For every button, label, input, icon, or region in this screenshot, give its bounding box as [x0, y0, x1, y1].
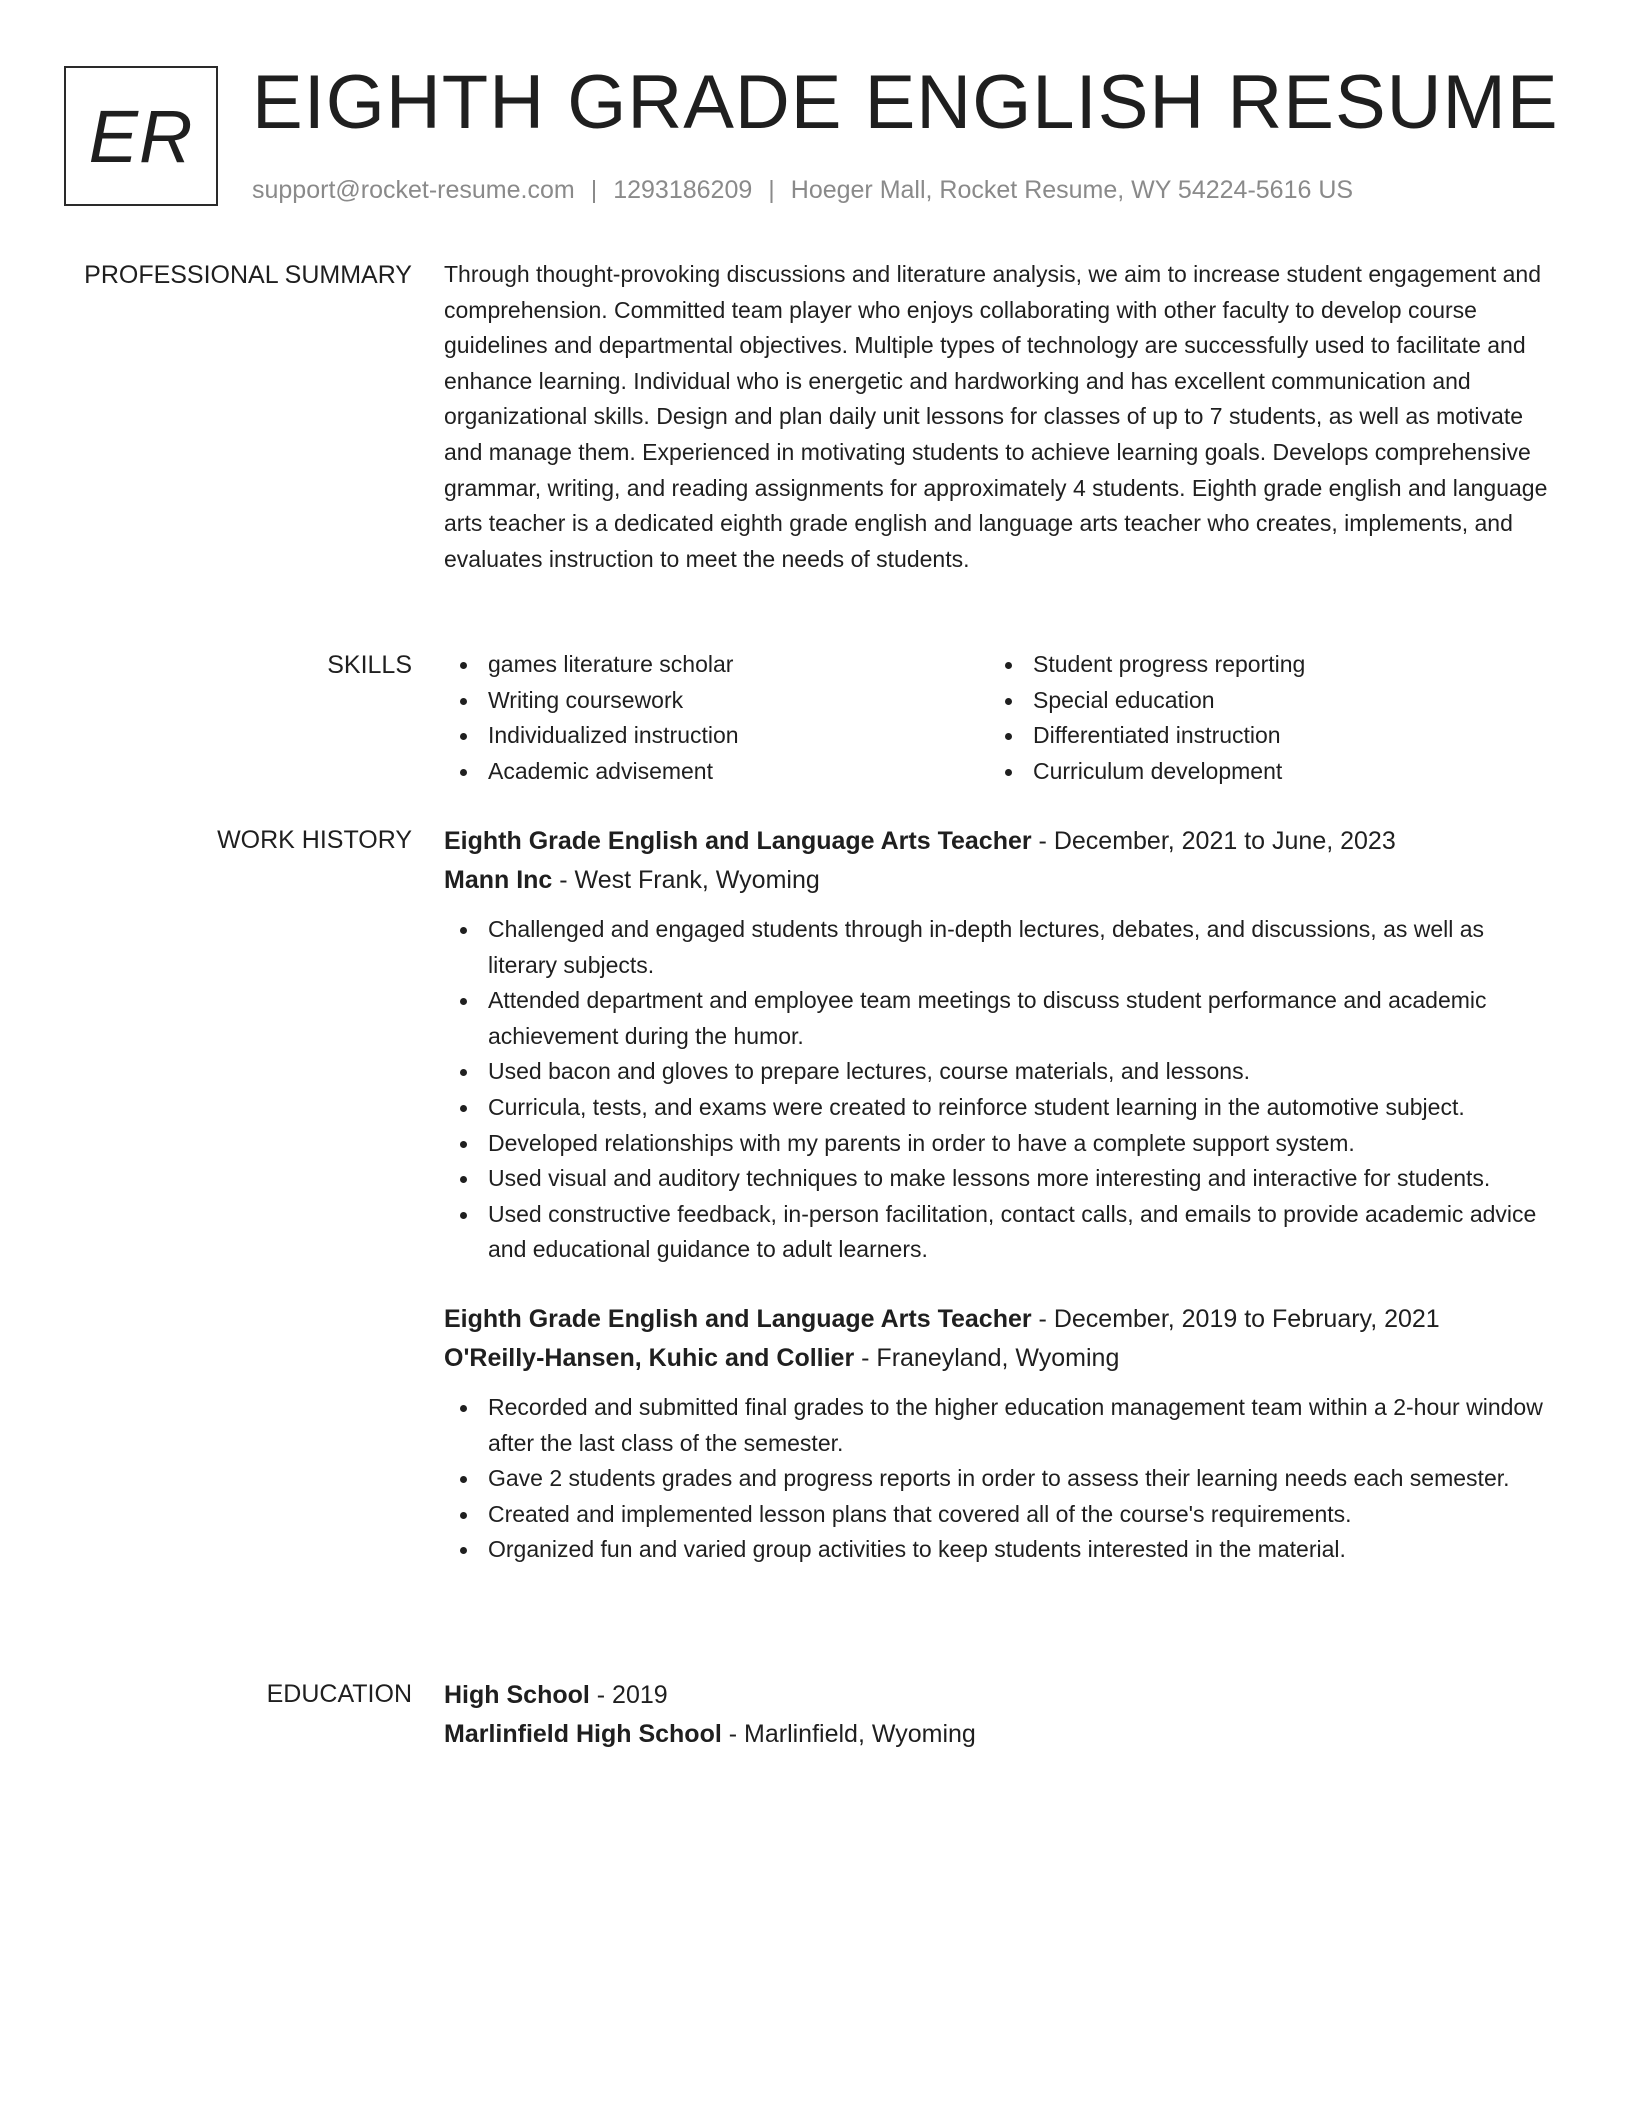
job-bullet: Created and implemented lesson plans that covered all of the course's requirements. — [444, 1497, 1554, 1533]
resume-title: EIGHTH GRADE ENGLISH RESUME — [252, 60, 1559, 145]
job-bullet: Developed relationships with my parents in order to have a complete support system. — [444, 1126, 1554, 1162]
skills-grid — [444, 647, 1554, 789]
summary-label: PROFESSIONAL SUMMARY — [84, 261, 412, 289]
job-title: Eighth Grade English and Language Arts Teacher — [444, 1304, 1032, 1333]
skill-item: Academic advisement — [444, 754, 989, 790]
education-body — [444, 1676, 1554, 1754]
job-bullet: Gave 2 students grades and progress reports in order to assess their learning needs each semester. — [444, 1461, 1554, 1497]
job-bullet: Attended department and employee team meetings to discuss student performance and academic achievement during the humor. — [444, 983, 1554, 1054]
summary-text: Through thought-provoking discussions and literature analysis, we aim to increase student engagement and comprehension. Committed team player who enjoys collaborating with other faculty to develop course guidelines and departmental objectives. Multiple types of technology are successfully used to facilitate and enhance learning. Individual who is energetic and hardworking and has excellent communication and organizational skills. Design and plan daily unit lessons for classes of up to 7 students, as well as motivate and manage them. Experienced in motivating students to achieve learning goals. Develops comprehensive grammar, writing, and reading assignments for approximately 4 students. Eighth grade english and language arts teacher is a dedicated eighth grade english and language arts teacher who creates, implements, and evaluates instruction to meet the needs of students. — [444, 261, 1548, 572]
contact-line — [252, 172, 1353, 208]
job-bullet: Organized fun and varied group activities to keep students interested in the material. — [444, 1532, 1554, 1568]
degree-line — [444, 1676, 1554, 1715]
degree-name: High School — [444, 1681, 590, 1709]
school-location: - Marlinfield, Wyoming — [721, 1720, 976, 1748]
skill-item: games literature scholar — [444, 647, 989, 683]
job-bullet: Used bacon and gloves to prepare lectures, course materials, and lessons. — [444, 1054, 1554, 1090]
job-dates: - December, 2019 to February, 2021 — [1031, 1304, 1440, 1333]
work-history-label: WORK HISTORY — [217, 826, 412, 854]
work-history-body — [444, 822, 1554, 1568]
contact-email[interactable]: support@rocket-resume.com — [252, 176, 575, 204]
company-location: - West Frank, Wyoming — [552, 866, 820, 894]
company-line — [444, 861, 1554, 900]
skills-column-left — [444, 647, 989, 789]
job-bullet: Curricula, tests, and exams were created to reinforce student learning in the automotive subject. — [444, 1090, 1554, 1126]
company-name: Mann Inc — [444, 866, 553, 894]
job-entry — [444, 1300, 1554, 1568]
skills-body — [444, 647, 1554, 789]
job-bullet: Used constructive feedback, in-person facilitation, contact calls, and emails to provide academic advice and educational guidance to adult learners. — [444, 1197, 1554, 1268]
skills-column-right — [989, 647, 1534, 789]
summary-body — [444, 257, 1554, 577]
monogram-initials: ER — [88, 94, 194, 178]
skill-item: Differentiated instruction — [989, 718, 1534, 754]
job-title: Eighth Grade English and Language Arts Teacher — [444, 827, 1032, 855]
company-line — [444, 1339, 1554, 1378]
skill-item: Student progress reporting — [989, 647, 1534, 683]
degree-year: - 2019 — [589, 1681, 668, 1709]
skills-label: SKILLS — [327, 651, 412, 679]
school-name: Marlinfield High School — [444, 1720, 722, 1748]
school-line — [444, 1715, 1554, 1754]
contact-phone[interactable]: 1293186209 — [613, 176, 753, 204]
job-dates: - December, 2021 to June, 2023 — [1031, 827, 1396, 855]
skill-item: Curriculum development — [989, 754, 1534, 790]
contact-address: Hoeger Mall, Rocket Resume, WY 54224-5616 US — [790, 176, 1354, 204]
job-bullet: Used visual and auditory techniques to make lessons more interesting and interactive for students. — [444, 1161, 1554, 1197]
contact-separator: | — [768, 176, 775, 204]
job-entry — [444, 822, 1554, 1268]
monogram-box — [64, 66, 218, 206]
skill-item: Special education — [989, 683, 1534, 719]
job-bullet: Recorded and submitted final grades to the higher education management team within a 2-hour window after the last class of the semester. — [444, 1390, 1554, 1461]
job-title-line — [444, 822, 1554, 861]
job-bullet: Challenged and engaged students through in-depth lectures, debates, and discussions, as well as literary subjects. — [444, 912, 1554, 983]
job-bullet-list — [444, 912, 1554, 1268]
company-name: O'Reilly-Hansen, Kuhic and Collier — [444, 1343, 855, 1372]
education-label: EDUCATION — [266, 1680, 412, 1708]
job-bullet-list — [444, 1390, 1554, 1568]
job-title-line — [444, 1300, 1554, 1339]
contact-separator: | — [590, 176, 598, 204]
skill-item: Individualized instruction — [444, 718, 989, 754]
skill-item: Writing coursework — [444, 683, 989, 719]
company-location: - Franeyland, Wyoming — [854, 1343, 1120, 1372]
